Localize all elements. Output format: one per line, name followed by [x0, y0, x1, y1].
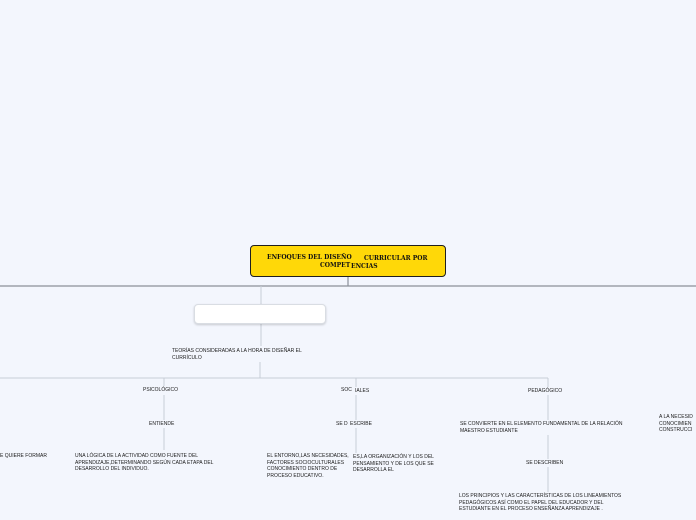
sociales-topic-part-b[interactable]: IALES — [355, 388, 370, 394]
sociales-topic-part-a[interactable]: SOC — [341, 387, 352, 393]
right-cut-text[interactable]: A LA NECESID CONOCIMIEN CONSTRUCCI — [659, 414, 693, 433]
central-title-line2-left: COMPET — [320, 262, 351, 269]
central-title-line2-right: ENCIAS — [351, 263, 378, 270]
pedagogico-text-1[interactable]: SE CONVIERTE EN EL ELEMENTO FUNDAMENTAL DE LA RELACIÓN MAESTRO ESTUDIANTE — [460, 421, 623, 434]
psicologico-verb[interactable]: ENTIENDE — [149, 421, 175, 427]
empty-subtopic[interactable] — [194, 304, 326, 324]
pedagogico-verb[interactable]: SE DESCRIBEN — [526, 460, 564, 466]
central-title-line1-left: ENFOQUES DEL DISEÑO — [267, 254, 352, 261]
theories-label[interactable]: TEORÍAS CONSIDERADAS A LA HORA DE DISEÑAR EL CURRÍCULO — [172, 348, 302, 361]
sociales-verb-part-a[interactable]: SE D — [336, 421, 348, 427]
sociales-text-right[interactable]: ES,LA ORGANIZACIÓN Y LOS DEL PENSAMIENTO Y DE LOS QUE SE DESARROLLA EL — [353, 454, 434, 473]
left-cut-text[interactable]: E QUIERE FORMAR — [0, 453, 47, 459]
sociales-verb-part-b[interactable]: ESCRIBE — [350, 421, 372, 427]
pedagogico-text-2[interactable]: LOS PRINCIPIOS Y LAS CARACTERÍSTICAS DE LOS LINEAMIENTOS PEDAGÓGICOS ASÍ COMO EL PAPEL DEL EDUCADOR Y DEL ESTUDIANTE EN EL PROCESO ENSEÑANZA APRENDIZAJE . — [459, 493, 622, 512]
psicologico-topic[interactable]: PSICOLÓGICO — [143, 387, 179, 393]
sociales-text-left[interactable]: EL ENTORNO,LAS NECESIDADES, FACTORES SOCIOCULTURALES CONOCIMIENTO DENTRO DE PROCESO EDUCATIVO. — [267, 453, 349, 479]
central-topic[interactable] — [250, 245, 446, 277]
pedagogico-topic[interactable]: PEDAGÓGICO — [528, 388, 563, 394]
psicologico-text[interactable]: UNA LÓGICA DE LA ACTIVIDAD COMO FUENTE DEL APRENDIZAJE,DETERMINANDO SEGÚN CADA ETAPA DEL DESARROLLO DEL INDIVIDUO. — [75, 453, 214, 472]
central-title-line1-right: CURRICULAR POR — [364, 255, 428, 262]
